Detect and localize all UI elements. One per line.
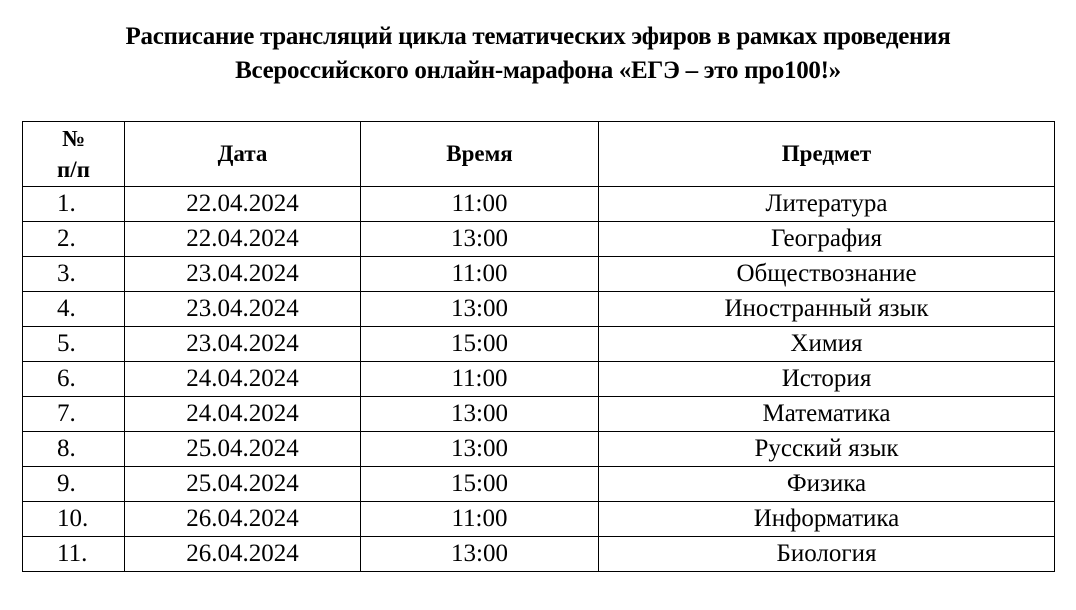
table-row — [23, 222, 1055, 257]
table-row — [23, 327, 1055, 362]
title-line-1: Расписание трансляций цикла тематических эфиров в рамках проведения — [125, 23, 951, 50]
header-time: Время — [361, 122, 599, 187]
row-subject: Иностранный язык — [599, 292, 1055, 327]
header-number-line-1: № — [61, 126, 86, 151]
row-time: 13:00 — [361, 397, 599, 432]
row-time: 13:00 — [361, 292, 599, 327]
row-date: 26.04.2024 — [125, 502, 361, 537]
row-date: 22.04.2024 — [125, 187, 361, 222]
row-subject: Обществознание — [599, 257, 1055, 292]
row-number: 8. — [23, 432, 125, 467]
row-time: 11:00 — [361, 187, 599, 222]
table-row — [23, 502, 1055, 537]
row-number: 10. — [23, 502, 125, 537]
row-time: 11:00 — [361, 502, 599, 537]
row-number: 6. — [23, 362, 125, 397]
schedule-table — [22, 121, 1055, 572]
row-subject: География — [599, 222, 1055, 257]
table-header-row — [23, 122, 1055, 187]
row-date: 24.04.2024 — [125, 362, 361, 397]
row-number: 11. — [23, 537, 125, 572]
row-date: 23.04.2024 — [125, 292, 361, 327]
row-date: 22.04.2024 — [125, 222, 361, 257]
row-date: 25.04.2024 — [125, 467, 361, 502]
row-time: 11:00 — [361, 257, 599, 292]
row-time: 11:00 — [361, 362, 599, 397]
row-number: 9. — [23, 467, 125, 502]
table-row — [23, 467, 1055, 502]
document-title — [0, 20, 1076, 88]
header-date: Дата — [125, 122, 361, 187]
header-number-line-2: п/п — [57, 157, 90, 182]
row-subject: Химия — [599, 327, 1055, 362]
row-subject: История — [599, 362, 1055, 397]
row-number: 5. — [23, 327, 125, 362]
row-subject: Биология — [599, 537, 1055, 572]
table-row — [23, 292, 1055, 327]
row-number: 7. — [23, 397, 125, 432]
table-row — [23, 257, 1055, 292]
row-number: 3. — [23, 257, 125, 292]
row-time: 15:00 — [361, 467, 599, 502]
table-row — [23, 537, 1055, 572]
row-time: 13:00 — [361, 222, 599, 257]
row-number: 1. — [23, 187, 125, 222]
header-subject: Предмет — [599, 122, 1055, 187]
title-line-2: Всероссийского онлайн-марафона «ЕГЭ – это про100!» — [235, 57, 841, 84]
table-row — [23, 397, 1055, 432]
row-number: 2. — [23, 222, 125, 257]
row-subject: Информатика — [599, 502, 1055, 537]
row-date: 25.04.2024 — [125, 432, 361, 467]
row-date: 23.04.2024 — [125, 327, 361, 362]
row-number: 4. — [23, 292, 125, 327]
row-date: 26.04.2024 — [125, 537, 361, 572]
table-row — [23, 187, 1055, 222]
row-subject: Физика — [599, 467, 1055, 502]
row-time: 13:00 — [361, 432, 599, 467]
row-subject: Математика — [599, 397, 1055, 432]
row-time: 13:00 — [361, 537, 599, 572]
table-row — [23, 432, 1055, 467]
row-time: 15:00 — [361, 327, 599, 362]
row-subject: Литература — [599, 187, 1055, 222]
header-number — [23, 122, 125, 187]
row-subject: Русский язык — [599, 432, 1055, 467]
row-date: 24.04.2024 — [125, 397, 361, 432]
row-date: 23.04.2024 — [125, 257, 361, 292]
table-row — [23, 362, 1055, 397]
